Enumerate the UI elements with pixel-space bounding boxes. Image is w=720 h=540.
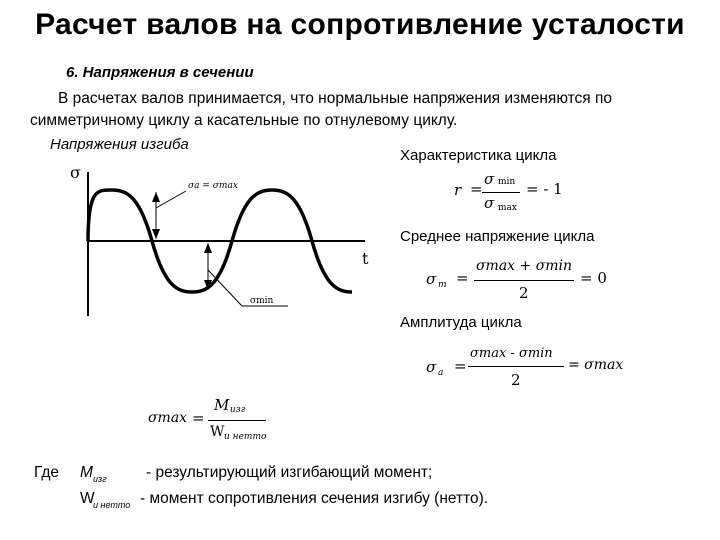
amplitude-arrow-head-bottom <box>152 229 160 239</box>
mean-denominator: 2 <box>519 284 529 302</box>
footer-w-desc: - момент сопротивления сечения изгибу (нетто). <box>140 490 489 507</box>
sigma-max-formula <box>148 396 288 448</box>
min-label: σmin <box>250 296 274 306</box>
intro-paragraph: В расчетах валов принимается, что нормальные напряжения изменяются по симметричному циклу а касательные по отнулевому циклу. <box>30 90 612 129</box>
mean-numerator: σmax + σmin <box>476 258 573 274</box>
min-arrow-head-top <box>204 243 212 253</box>
modulus-symbol: W <box>210 424 225 440</box>
mean-lhs: σ <box>426 270 437 288</box>
amplitude-leader <box>156 191 186 208</box>
fraction-bar <box>482 192 520 193</box>
footer-where: Где <box>34 464 60 481</box>
footer-w-sub: u нетто <box>93 500 131 510</box>
y-axis-label: σ <box>70 163 81 182</box>
amplitude-label: σa = σmax <box>188 181 238 191</box>
den-sub: max <box>498 203 517 213</box>
amp-numerator: σmax - σmin <box>470 346 553 361</box>
amp-fraction-bar <box>468 366 564 367</box>
amplitude-heading: Амплитуда цикла <box>400 314 522 331</box>
mean-lhs-sub: m <box>438 280 447 290</box>
cycle-char-heading: Характеристика цикла <box>400 147 557 164</box>
r-symbol: r <box>454 181 462 199</box>
footer-m-sub: изг <box>93 474 107 484</box>
moment-sub: изг <box>230 405 246 415</box>
mean-fraction-bar <box>474 280 574 281</box>
amplitude-formula <box>426 344 626 396</box>
modulus-sub: u нетто <box>224 432 267 442</box>
num-sigma: σ <box>484 170 495 188</box>
amp-lhs: σ <box>426 358 437 376</box>
section-subtitle: 6. Напряжения в сечении <box>66 64 254 81</box>
footer-m-symbol: M <box>80 464 93 481</box>
moment-symbol: M <box>214 396 230 414</box>
page-title: Расчет валов на сопротивление усталости <box>35 8 685 41</box>
equals-sign: = <box>470 180 483 198</box>
amp-denominator: 2 <box>511 371 521 389</box>
mean-heading: Среднее напряжение цикла <box>400 228 595 245</box>
min-leader <box>208 270 242 306</box>
mean-result: = 0 <box>580 269 607 287</box>
footer-m-desc: - результирующий изгибающий момент; <box>146 464 433 481</box>
num-sub: min <box>498 177 516 187</box>
amp-equals: = <box>454 357 467 375</box>
den-sigma: σ <box>484 194 495 212</box>
cycle-char-formula <box>450 170 590 218</box>
sigma-max-equals: = <box>192 409 205 427</box>
mean-equals: = <box>456 269 469 287</box>
footer-w-symbol: W <box>80 490 95 507</box>
amplitude-arrow-head-top <box>152 192 160 202</box>
mean-formula <box>426 256 626 308</box>
amp-result: = σmax <box>568 357 624 373</box>
cycle-char-result: = - 1 <box>526 180 563 198</box>
stress-cycle-graph <box>60 158 380 328</box>
x-axis-label: t <box>362 249 369 268</box>
sigma-max-fraction-bar <box>208 420 266 421</box>
amp-lhs-sub: a <box>438 368 444 378</box>
bending-stress-label: Напряжения изгиба <box>50 136 189 153</box>
sigma-max-lhs: σmax <box>148 410 188 426</box>
